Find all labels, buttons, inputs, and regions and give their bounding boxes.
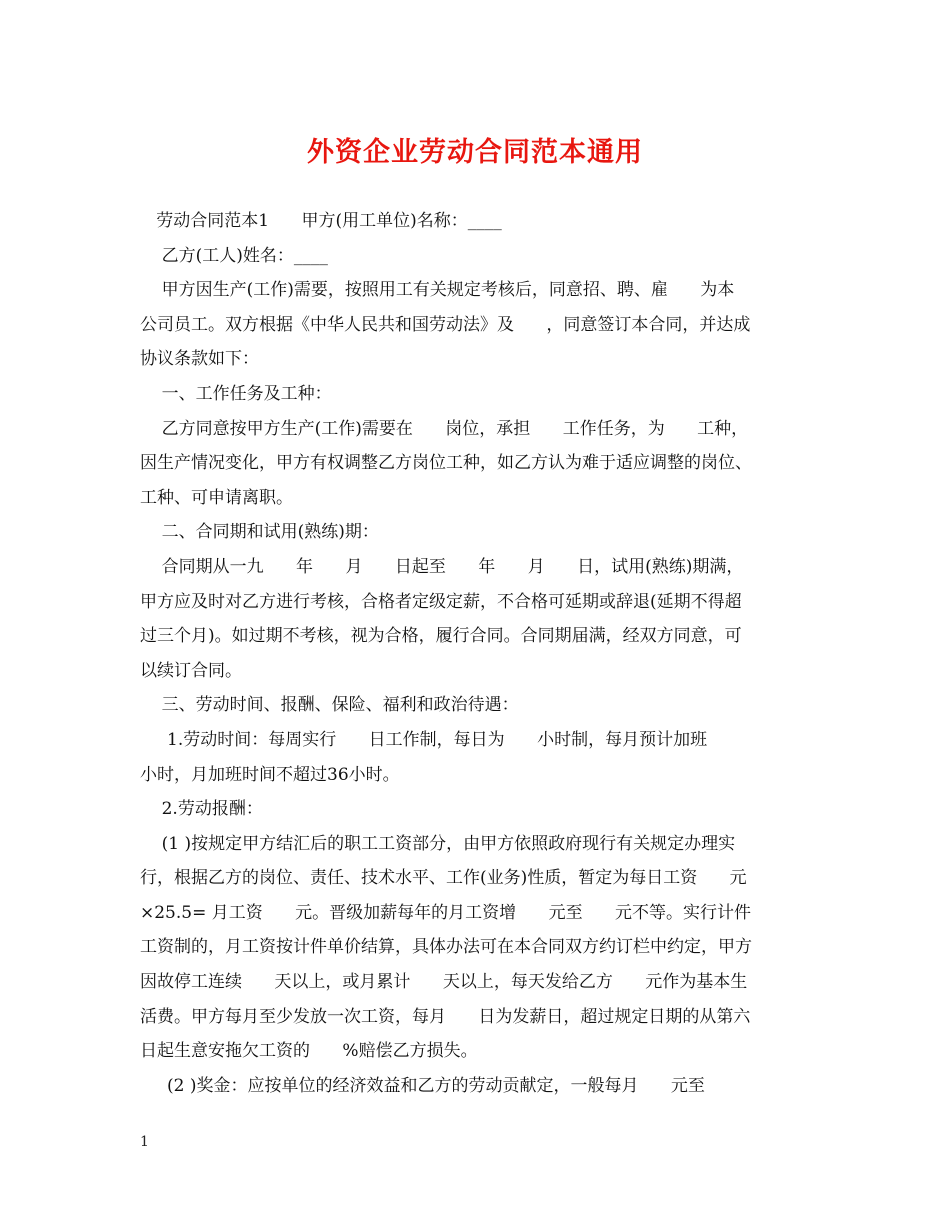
text-line: 2.劳动报酬： <box>140 799 263 820</box>
text-line: 劳动合同范本1 甲方(用工单位)名称：____ <box>140 211 502 231</box>
text-line: (1 )按规定甲方结汇后的职工工资部分，由甲方依照政府现行有关规定办理实 <box>140 833 736 854</box>
text-line: 行，根据乙方的岗位、责任、技术水平、工作(业务)性质，暂定为每日工资 元 <box>140 868 747 889</box>
document-title: 外资企业劳动合同范本通用 <box>307 137 643 168</box>
document-body <box>140 204 820 1103</box>
text-line: 过三个月)。如过期不考核，视为合格，履行合同。合同期届满，经双方同意，可 <box>140 626 742 647</box>
text-line: 甲方应及时对乙方进行考核，合格者定级定薪，不合格可延期或辞退(延期不得超 <box>140 591 742 612</box>
text-line: 协议条款如下： <box>140 349 259 370</box>
text-line: 乙方(工人)姓名：____ <box>140 245 328 266</box>
text-line: ×25.5= 月工资 元。晋级加薪每年的月工资增 元至 元不等。实行计件 <box>140 902 752 923</box>
text-line: (2 )奖金：应按单位的经济效益和乙方的劳动贡献定，一般每月 元至 <box>140 1075 705 1096</box>
page-number: 1 <box>140 1134 149 1150</box>
text-line: 小时，月加班时间不超过36小时。 <box>140 764 400 785</box>
text-line: 三、劳动时间、报酬、保险、福利和政治待遇： <box>140 695 519 716</box>
text-line: 因故停工连续 天以上，或月累计 天以上，每天发给乙方 元作为基本生 <box>140 972 748 993</box>
text-line: 活费。甲方每月至少发放一次工资，每月 日为发薪日，超过规定日期的从第六 <box>140 1006 751 1027</box>
text-line: 乙方同意按甲方生产(工作)需要在 岗位，承担 工作任务，为 工种， <box>140 418 749 439</box>
text-line: 一、工作任务及工种： <box>140 383 332 404</box>
text-line: 二、合同期和试用(熟练)期： <box>140 522 379 543</box>
text-line: 工种、可申请离职。 <box>140 487 293 508</box>
text-line: 甲方因生产(工作)需要，按照用工有关规定考核后，同意招、聘、雇 为本 <box>140 280 735 301</box>
text-line: 合同期从一九 年 月 日起至 年 月 日，试用(熟练)期满， <box>140 556 744 577</box>
text-line: 公司员工。双方根据《中华人民共和国劳动法》及 ，同意签订本合同，并达成 <box>140 314 751 335</box>
text-line: 因生产情况变化，甲方有权调整乙方岗位工种，如乙方认为难于适应调整的岗位、 <box>140 453 752 474</box>
text-line: 以续订合同。 <box>140 660 242 681</box>
text-line: 日起生意安拖欠工资的 %赔偿乙方损失。 <box>140 1041 478 1062</box>
text-line: 1.劳动时间：每周实行 日工作制，每日为 小时制，每月预计加班 <box>140 729 708 750</box>
text-line: 工资制的，月工资按计件单价结算，具体办法可在本合同双方约订栏中约定，甲方 <box>140 937 752 958</box>
